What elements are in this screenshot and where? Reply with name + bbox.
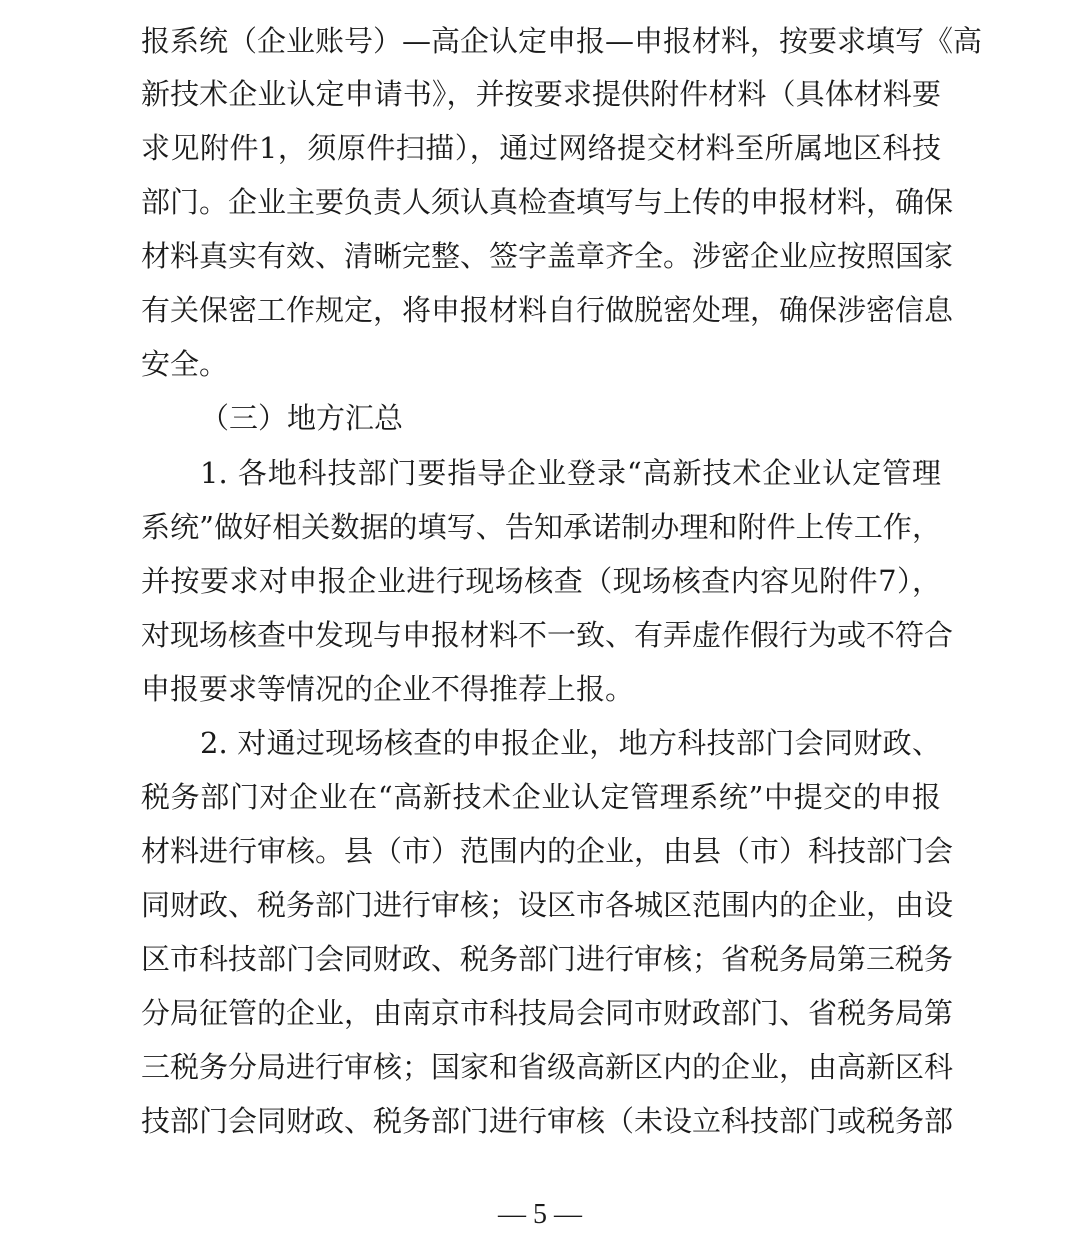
paragraph-line: 区市科技部门会同财政、税务部门进行审核；省税务局第三税务 xyxy=(141,942,954,976)
paragraph-line: 分局征管的企业，由南京市科技局会同市财政部门、省税务局第 xyxy=(141,996,954,1030)
paragraph-line: 有关保密工作规定，将申报材料自行做脱密处理，确保涉密信息 xyxy=(141,293,954,327)
paragraph-line: 求见附件1，须原件扫描），通过网络提交材料至所属地区科技 xyxy=(141,131,941,165)
paragraph-line: 安全。 xyxy=(141,347,229,381)
paragraph-line: 对现场核查中发现与申报材料不一致、有弄虚作假行为或不符合 xyxy=(141,618,954,652)
paragraph-line: 报系统（企业账号）—高企认定申报—申报材料，按要求填写《高 xyxy=(141,24,983,58)
paragraph-line: 2. 对通过现场核查的申报企业，地方科技部门会同财政、 xyxy=(200,726,941,760)
paragraph-line: 系统”做好相关数据的填写、告知承诺制办理和附件上传工作， xyxy=(141,510,941,544)
paragraph-line: 税务部门对企业在“高新技术企业认定管理系统”中提交的申报 xyxy=(141,780,941,814)
page-number: — 5 — xyxy=(498,1199,582,1230)
paragraph-line: 部门。企业主要负责人须认真检查填写与上传的申报材料，确保 xyxy=(141,185,954,219)
paragraph-line: 申报要求等情况的企业不得推荐上报。 xyxy=(141,672,635,706)
paragraph-line: 材料真实有效、清晰完整、签字盖章齐全。涉密企业应按照国家 xyxy=(141,239,954,273)
paragraph-line: 并按要求对申报企业进行现场核查（现场核查内容见附件7）， xyxy=(141,564,941,598)
section-heading: （三）地方汇总 xyxy=(200,401,404,435)
paragraph-line: 同财政、税务部门进行审核；设区市各城区范围内的企业，由设 xyxy=(141,888,954,922)
paragraph-line: 三税务分局进行审核；国家和省级高新区内的企业，由高新区科 xyxy=(141,1050,954,1084)
paragraph-line: 新技术企业认定申请书》，并按要求提供附件材料（具体材料要 xyxy=(141,77,941,111)
paragraph-line: 材料进行审核。县（市）范围内的企业，由县（市）科技部门会 xyxy=(141,834,954,868)
paragraph-line: 1. 各地科技部门要指导企业登录“高新技术企业认定管理 xyxy=(200,456,941,490)
paragraph-line: 技部门会同财政、税务部门进行审核（未设立科技部门或税务部 xyxy=(141,1104,954,1138)
